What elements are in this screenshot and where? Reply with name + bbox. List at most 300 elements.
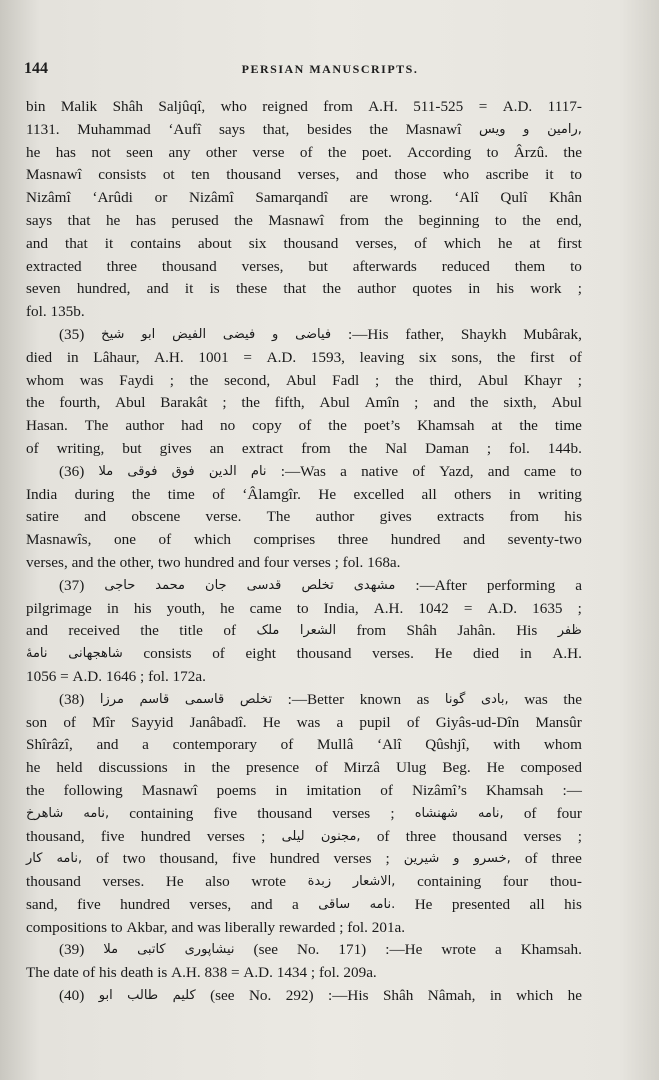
word: three xyxy=(337,531,369,549)
word: Saljûqî, xyxy=(158,98,206,115)
word: to xyxy=(494,211,507,229)
word: ; xyxy=(577,599,582,617)
word: father, xyxy=(405,325,444,343)
text-line xyxy=(26,142,582,165)
word: in xyxy=(508,485,521,503)
word: verses, xyxy=(297,166,340,184)
word: verses xyxy=(332,804,371,822)
word: the xyxy=(234,211,253,229)
word: Mîr xyxy=(92,713,115,731)
text-line xyxy=(26,119,582,142)
word: a xyxy=(494,941,502,959)
word: but xyxy=(308,257,328,275)
word: (36) xyxy=(59,462,85,480)
word: شهنشاه xyxy=(414,805,458,821)
word: الفیض xyxy=(172,326,207,342)
word: ; xyxy=(486,439,492,457)
word: مجنون, xyxy=(320,828,361,844)
word: liberally xyxy=(224,918,276,936)
word: ascribe xyxy=(485,166,529,184)
word: author xyxy=(357,280,397,298)
word: = xyxy=(478,98,488,115)
word: 1056 xyxy=(26,667,57,685)
word: الدین xyxy=(208,463,237,479)
word: from xyxy=(323,98,353,115)
word: fol. xyxy=(148,667,169,685)
word: :—Was xyxy=(280,462,326,480)
word: of xyxy=(212,645,225,663)
text-line xyxy=(26,552,582,575)
word: He xyxy=(262,713,281,731)
word: extracts xyxy=(436,508,485,526)
word: pilgrimage xyxy=(26,599,92,617)
word: A.D. xyxy=(487,599,518,617)
word: ; xyxy=(261,827,266,845)
word: died xyxy=(473,645,500,663)
word: Shâh xyxy=(382,987,414,1005)
word: (see xyxy=(210,987,235,1005)
word: مرزا xyxy=(99,691,124,707)
word: الشعرا xyxy=(299,623,337,639)
word: محمد xyxy=(155,577,185,593)
word: which xyxy=(443,234,481,252)
word: Abul xyxy=(285,371,317,389)
text-line xyxy=(26,803,582,826)
word: ابو xyxy=(98,988,113,1004)
word: ‘Alî xyxy=(377,736,402,754)
word: قاسم xyxy=(139,691,170,707)
word: قاسمی xyxy=(184,691,225,707)
word: ; xyxy=(390,804,395,822)
word: the xyxy=(211,759,231,777)
word: A.D. xyxy=(72,667,103,685)
word: the xyxy=(522,211,541,229)
word: a xyxy=(340,462,347,480)
word: Mansûr xyxy=(535,713,582,731)
word: verses, xyxy=(355,234,398,252)
text-line xyxy=(26,871,582,894)
word: seven xyxy=(26,280,61,298)
word: says xyxy=(218,120,246,138)
word: his xyxy=(133,599,152,617)
word: verses, xyxy=(241,257,284,275)
word: the xyxy=(496,348,516,366)
word: and xyxy=(355,166,378,184)
word: نامه, xyxy=(56,851,83,867)
word: ملا xyxy=(103,942,119,958)
word: seventy-two xyxy=(507,531,582,549)
word: first xyxy=(557,234,582,252)
text-line xyxy=(26,461,582,484)
word: thou- xyxy=(549,873,582,891)
word: ; xyxy=(414,394,419,412)
word: He xyxy=(165,873,184,891)
word: of xyxy=(212,485,225,503)
word: Khayr xyxy=(523,371,562,389)
word: any xyxy=(168,143,191,161)
word: verses xyxy=(206,827,245,845)
word: فیاضی xyxy=(295,326,332,342)
word: and xyxy=(171,918,194,936)
word: these xyxy=(235,280,268,298)
word: verses, xyxy=(26,553,68,571)
word: is xyxy=(157,964,168,982)
word: and xyxy=(26,234,48,252)
word: three xyxy=(551,850,582,868)
word: of xyxy=(26,439,39,457)
word: he xyxy=(567,987,582,1005)
word: Janâbadî. xyxy=(189,713,247,731)
word: whom xyxy=(26,371,64,389)
word: Qûshjî, xyxy=(425,736,470,754)
word: other, xyxy=(119,553,155,571)
word: :—Better xyxy=(287,690,345,708)
word: Masnawî xyxy=(141,781,198,799)
word: = xyxy=(463,599,473,617)
text-line xyxy=(26,256,582,279)
word: in xyxy=(489,987,502,1005)
word: consists xyxy=(98,166,147,184)
word: A.H. xyxy=(373,599,404,617)
word: extract xyxy=(241,439,284,457)
word: and xyxy=(487,462,510,480)
word: composed xyxy=(520,759,582,777)
text-line xyxy=(26,233,582,256)
word: an xyxy=(209,439,224,457)
word: A.H. xyxy=(552,645,582,663)
word: imitation xyxy=(306,781,362,799)
word: and xyxy=(71,553,94,571)
word: a xyxy=(142,736,149,754)
word: not xyxy=(91,143,111,161)
word: poems xyxy=(216,781,257,799)
word: that, xyxy=(262,120,290,138)
word: According xyxy=(407,143,472,161)
word: other xyxy=(205,143,238,161)
text-line xyxy=(26,96,582,119)
word: time xyxy=(554,417,582,435)
word: the xyxy=(328,417,347,435)
word: Shaykh xyxy=(460,325,507,343)
word: of xyxy=(380,781,393,799)
word: and xyxy=(146,280,169,298)
word: :—He xyxy=(385,941,423,959)
word: A.D. xyxy=(266,348,297,366)
word: Khân xyxy=(549,189,582,207)
word: ; xyxy=(339,918,344,936)
word: the xyxy=(97,553,116,571)
word: poet. xyxy=(361,143,392,161)
word: 1042 xyxy=(418,599,449,617)
word: خسرو, xyxy=(473,851,511,867)
word: جان xyxy=(205,577,227,593)
word: A.H. xyxy=(368,98,398,115)
word: Yazd, xyxy=(439,462,474,480)
word: verses xyxy=(292,553,331,571)
word: to xyxy=(296,599,309,617)
word: third, xyxy=(429,371,462,389)
word: ابو xyxy=(141,326,156,342)
text-line xyxy=(26,598,582,621)
word: of xyxy=(315,759,328,777)
word: Faydi xyxy=(119,371,154,389)
word: besides xyxy=(307,120,352,138)
word: Abul xyxy=(319,394,350,412)
word: and xyxy=(26,622,48,640)
word: the xyxy=(322,280,342,298)
word: hundred xyxy=(269,850,320,868)
word: perused xyxy=(171,211,219,229)
word: held xyxy=(56,759,83,777)
word: verses. xyxy=(372,645,414,663)
word: کلیم xyxy=(172,988,196,1004)
text-line xyxy=(26,164,582,187)
word: Barakât xyxy=(160,394,208,412)
word: thousand xyxy=(26,873,81,891)
word: or xyxy=(154,189,168,207)
word: Malik xyxy=(60,98,98,115)
word: it xyxy=(104,234,114,252)
word: wrong. xyxy=(389,189,433,207)
word: containing xyxy=(129,804,194,822)
word: gives xyxy=(379,508,412,526)
word: hundred, xyxy=(76,280,131,298)
word: thousand xyxy=(452,827,508,845)
word: fifth, xyxy=(274,394,305,412)
word: Nizâmî xyxy=(26,189,71,207)
word: verse. xyxy=(205,508,242,526)
word: و xyxy=(523,121,530,137)
word: verse xyxy=(252,143,285,161)
word: Nizâmî’s xyxy=(412,781,467,799)
word: of xyxy=(523,804,537,822)
word: sons, xyxy=(451,348,483,366)
word: of xyxy=(414,234,427,252)
word: it xyxy=(545,166,554,184)
word: = xyxy=(60,667,69,685)
word: of xyxy=(223,622,237,640)
word: مشهدی xyxy=(353,577,396,593)
word: are xyxy=(349,189,369,207)
word: ‘Arûdi xyxy=(92,189,133,207)
word: Amîn xyxy=(364,394,400,412)
word: (40) xyxy=(59,987,85,1005)
word: consists xyxy=(143,645,192,663)
word: 1117- xyxy=(547,98,582,115)
word: two xyxy=(122,850,146,868)
word: نامه, xyxy=(83,805,110,821)
word: to xyxy=(570,257,582,275)
word: Masnawî xyxy=(26,166,82,184)
word: ; xyxy=(577,280,582,298)
word: the xyxy=(563,690,582,708)
word: ; xyxy=(334,553,339,571)
word: فوق xyxy=(171,463,195,479)
word: in xyxy=(519,645,532,663)
word: from xyxy=(356,622,387,640)
word: of xyxy=(569,348,582,366)
word: title xyxy=(179,622,203,640)
word: he xyxy=(220,599,235,617)
text-line xyxy=(26,643,582,666)
word: came xyxy=(523,462,556,480)
body-text xyxy=(26,96,582,1008)
text-line xyxy=(26,187,582,210)
word: شیخ xyxy=(101,326,125,342)
text-line xyxy=(26,370,582,393)
word: Mirzâ xyxy=(343,759,381,777)
word: during xyxy=(74,485,115,503)
word: thousand, xyxy=(26,827,85,845)
word: 1593, xyxy=(310,348,345,366)
word: 1131. xyxy=(26,120,60,138)
word: 171) xyxy=(338,941,367,959)
word: الاشعار, xyxy=(352,874,396,890)
word: about xyxy=(197,234,232,252)
word: حاجی xyxy=(104,577,136,593)
word: received xyxy=(68,622,120,640)
word: from xyxy=(301,439,331,457)
word: فوقی xyxy=(127,463,158,479)
word: A.H. xyxy=(171,964,201,982)
word: youth, xyxy=(166,599,206,617)
word: The xyxy=(84,417,109,435)
word: of xyxy=(96,850,109,868)
word: Nal xyxy=(385,439,408,457)
word: writing xyxy=(538,485,582,503)
word: قدسی xyxy=(246,577,282,593)
word: 511-525 xyxy=(413,98,464,115)
word: :—His xyxy=(328,987,369,1005)
word: ; xyxy=(222,394,227,412)
word: all xyxy=(421,485,437,503)
word: was xyxy=(197,918,221,936)
word: discussions xyxy=(98,759,168,777)
word: Shâh xyxy=(406,622,437,640)
word: pupil xyxy=(359,713,391,731)
word: 1635 xyxy=(532,599,563,617)
word: the xyxy=(348,439,368,457)
word: ; xyxy=(375,371,380,389)
word: reduced xyxy=(441,257,490,275)
word: (see xyxy=(253,941,278,959)
page-header xyxy=(24,60,636,82)
word: 209a. xyxy=(343,964,377,982)
word: Muhammad xyxy=(77,120,151,138)
word: thousand xyxy=(296,645,352,663)
word: the xyxy=(395,371,414,389)
word: presence xyxy=(246,759,300,777)
word: from xyxy=(509,508,539,526)
text-line xyxy=(26,529,582,552)
word: the xyxy=(189,371,209,389)
word: ‘Alî xyxy=(454,189,479,207)
word: Abul xyxy=(115,394,146,412)
word: ‘Âlamgîr. xyxy=(242,485,301,503)
word: work xyxy=(530,280,562,298)
word: first xyxy=(530,348,555,366)
text-line xyxy=(26,734,582,757)
word: verses. xyxy=(102,873,145,891)
text-line xyxy=(26,506,582,529)
word: Beg. xyxy=(442,759,471,777)
word: compositions xyxy=(26,918,108,936)
word: four xyxy=(263,553,290,571)
word: excelled xyxy=(353,485,405,503)
word: :—After xyxy=(415,576,467,594)
text-line xyxy=(26,620,582,643)
word: others xyxy=(454,485,492,503)
word: کار xyxy=(26,851,43,867)
word: afterwards xyxy=(352,257,417,275)
word: thousand xyxy=(226,166,282,184)
word: of xyxy=(376,827,390,845)
word: thousand, xyxy=(159,850,219,868)
word: has xyxy=(55,143,76,161)
word: the xyxy=(140,622,159,640)
word: ; xyxy=(385,850,390,868)
word: hundred xyxy=(184,553,235,571)
word: native xyxy=(361,462,399,480)
word: No. xyxy=(248,987,272,1005)
text-line xyxy=(26,780,582,803)
word: he xyxy=(105,211,121,229)
word: says xyxy=(26,211,53,229)
word: which xyxy=(193,531,231,549)
text-line xyxy=(26,894,582,917)
word: poet’s xyxy=(363,417,401,435)
word: end, xyxy=(556,211,582,229)
word: date xyxy=(53,964,79,982)
word: a xyxy=(336,713,344,731)
word: whom xyxy=(543,736,582,754)
word: those xyxy=(394,166,427,184)
text-line xyxy=(26,324,582,347)
word: death xyxy=(120,964,154,982)
word: all xyxy=(529,895,545,913)
word: as xyxy=(416,690,430,708)
word: ; xyxy=(310,964,316,982)
text-line xyxy=(26,689,582,712)
word: fourth, xyxy=(59,394,101,412)
text-line xyxy=(26,666,582,689)
word: wrote xyxy=(441,941,476,959)
word: of xyxy=(524,850,538,868)
word: gives xyxy=(159,439,192,457)
text-line xyxy=(26,575,582,598)
word: 1434 xyxy=(276,964,308,982)
word: son xyxy=(26,713,48,731)
word: Mubârak, xyxy=(523,325,582,343)
word: = xyxy=(243,348,252,366)
text-line xyxy=(26,278,582,301)
word: of xyxy=(280,736,294,754)
word: presented xyxy=(451,895,511,913)
word: تخلص xyxy=(301,577,334,593)
word: ساقی xyxy=(318,896,351,912)
running-title: PERSIAN MANUSCRIPTS. xyxy=(241,62,419,76)
word: of xyxy=(412,462,426,480)
word: five xyxy=(213,804,238,822)
word: performing xyxy=(486,576,556,594)
word: India, xyxy=(323,599,359,617)
word: which xyxy=(516,987,554,1005)
word: sixth, xyxy=(503,394,537,412)
word: had xyxy=(181,417,204,435)
text-line xyxy=(26,917,582,940)
word: طالب xyxy=(127,988,159,1004)
word: also xyxy=(205,873,230,891)
